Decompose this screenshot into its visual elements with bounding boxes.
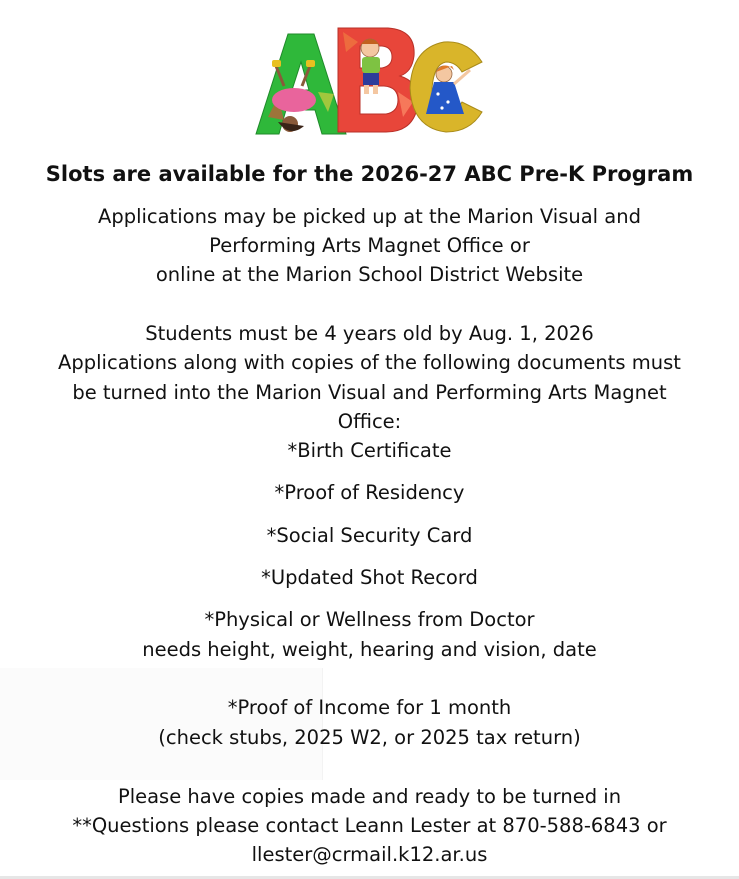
contact-line: **Questions please contact Leann Lester at 870-588-6843 or bbox=[72, 814, 667, 837]
flyer-title: Slots are available for the 2026-27 ABC Pre-K Program bbox=[45, 162, 694, 186]
letter-a bbox=[256, 34, 346, 134]
faint-overlay-artifact bbox=[0, 668, 323, 780]
doc-updated-shot-record: *Updated Shot Record bbox=[261, 566, 478, 589]
documents-intro-line-1: Applications along with copies of the following documents must bbox=[58, 351, 681, 374]
pickup-line-1: Applications may be picked up at the Marion Visual and bbox=[98, 205, 641, 228]
doc-proof-of-residency: *Proof of Residency bbox=[274, 481, 465, 504]
pickup-line-2: Performing Arts Magnet Office or bbox=[209, 234, 530, 257]
doc-proof-of-income: *Proof of Income for 1 month bbox=[227, 696, 512, 719]
age-requirement: Students must be 4 years old by Aug. 1, 2026 bbox=[145, 322, 594, 345]
doc-income-note: (check stubs, 2025 W2, or 2025 tax return) bbox=[158, 726, 581, 749]
doc-physical: *Physical or Wellness from Doctor bbox=[204, 608, 535, 631]
pickup-line-3: online at the Marion School District Website bbox=[155, 263, 584, 286]
doc-physical-note: needs height, weight, hearing and vision, date bbox=[142, 638, 597, 661]
doc-social-security-card: *Social Security Card bbox=[266, 524, 473, 547]
documents-intro-line-3: Office: bbox=[337, 410, 402, 433]
doc-birth-certificate: *Birth Certificate bbox=[287, 439, 452, 462]
contact-email: llester@crmail.k12.ar.us bbox=[251, 843, 488, 866]
closing-line: Please have copies made and ready to be turned in bbox=[117, 785, 622, 808]
documents-intro-line-2: be turned into the Marion Visual and Performing Arts Magnet bbox=[72, 381, 667, 404]
abc-logo bbox=[248, 22, 488, 142]
